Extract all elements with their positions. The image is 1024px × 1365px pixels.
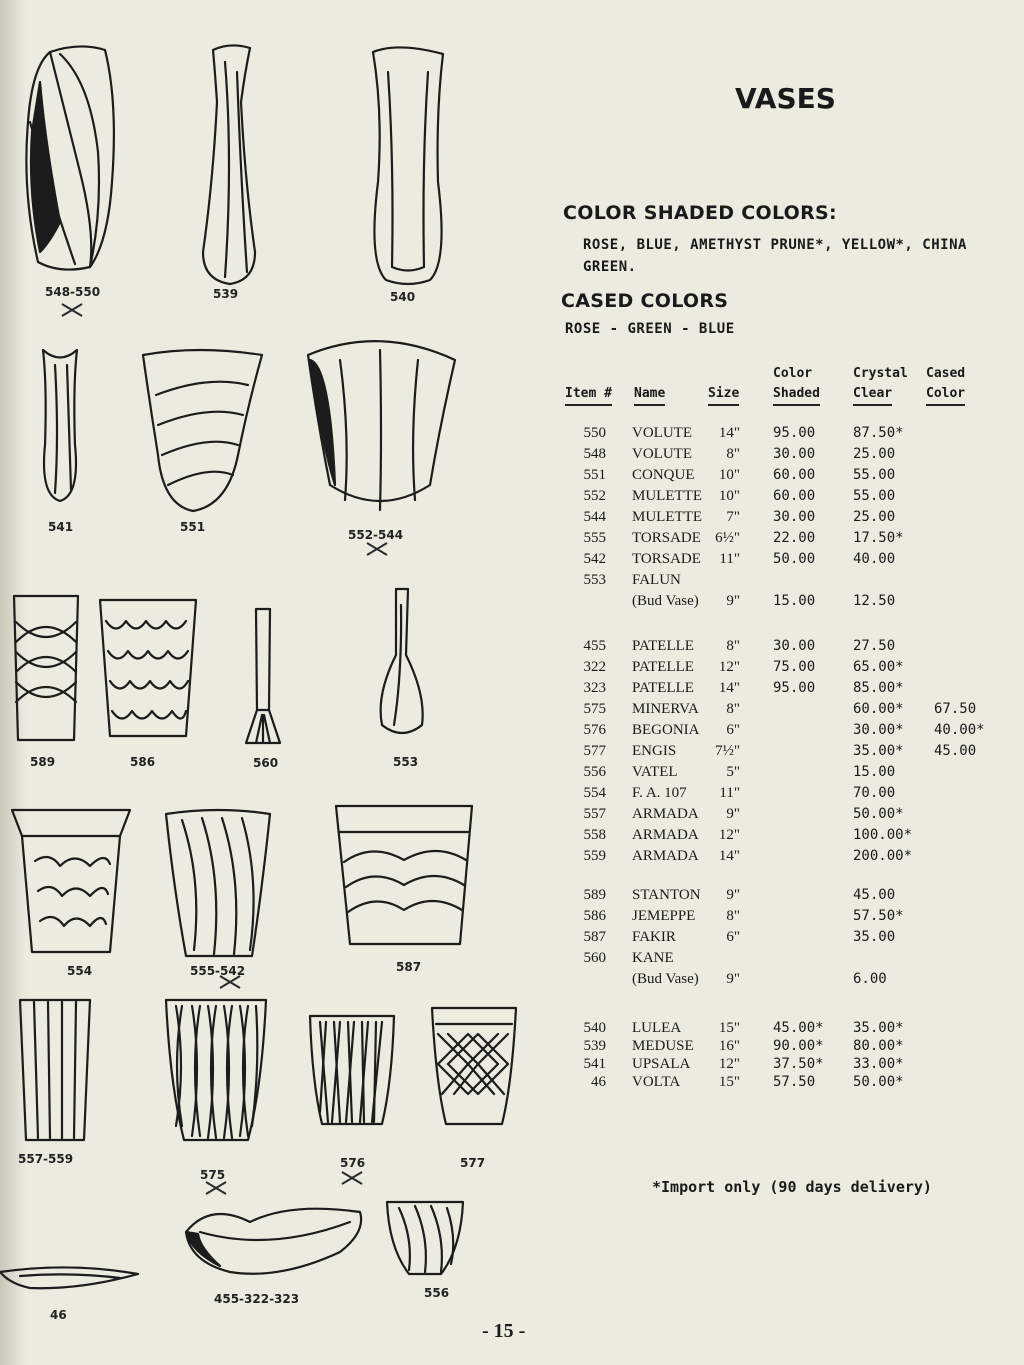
cell-name: BEGONIA xyxy=(632,722,700,738)
cell-color-shaded-price: 60.00 xyxy=(773,467,816,483)
cell-name: PATELLE xyxy=(632,659,694,675)
table-row xyxy=(570,887,1000,908)
header-cased-color: Cased Color xyxy=(926,364,965,406)
cell-size: 14" xyxy=(718,848,740,864)
table-row xyxy=(570,950,1000,971)
cell-size: 12" xyxy=(718,1056,740,1072)
cell-item: 539 xyxy=(583,1038,606,1054)
page-number: - 15 - xyxy=(482,1320,526,1342)
table-row xyxy=(570,659,1000,680)
header-item: Item # xyxy=(565,384,612,406)
cell-name: VOLUTE xyxy=(632,446,692,462)
cell-color-shaded-price: 22.00 xyxy=(773,530,816,546)
cell-name: STANTON xyxy=(632,887,701,903)
vase-548-550-illustration xyxy=(20,42,120,272)
caption-455-322-323: 455-322-323 xyxy=(214,1292,300,1306)
cell-cased-color-price: 40.00* xyxy=(934,722,985,738)
cell-name: MULETTE xyxy=(632,488,702,504)
cell-size: 9" xyxy=(726,593,740,609)
cell-item: 558 xyxy=(583,827,606,843)
table-row xyxy=(570,446,1000,467)
table-row xyxy=(570,848,1000,869)
cell-size: 7½" xyxy=(715,743,740,759)
vase-556-illustration xyxy=(385,1198,465,1278)
cell-item: 548 xyxy=(583,446,606,462)
caption-556: 556 xyxy=(424,1286,450,1300)
cell-name: MINERVA xyxy=(632,701,699,717)
cell-size: 6½" xyxy=(715,530,740,546)
cell-size: 6" xyxy=(726,722,740,738)
cell-size: 7" xyxy=(726,509,740,525)
caption-577: 577 xyxy=(460,1156,486,1170)
cell-color-shaded-price: 95.00 xyxy=(773,680,816,696)
cell-size: 11" xyxy=(719,551,740,567)
cell-name: TORSADE xyxy=(632,551,701,567)
caption-560: 560 xyxy=(253,756,279,770)
table-row xyxy=(570,488,1000,509)
cell-name: PATELLE xyxy=(632,680,694,696)
cell-item: 557 xyxy=(583,806,606,822)
table-row xyxy=(570,908,1000,929)
caption-575: 575 xyxy=(200,1168,226,1182)
vase-554-illustration xyxy=(10,806,132,956)
cell-crystal-clear-price: 45.00 xyxy=(853,887,896,903)
cell-name: MEDUSE xyxy=(632,1038,694,1054)
caption-553: 553 xyxy=(393,755,419,769)
cell-crystal-clear-price: 200.00* xyxy=(853,848,913,864)
cross-mark xyxy=(365,541,389,557)
caption-552-544: 552-544 xyxy=(348,528,404,542)
cell-color-shaded-price: 95.00 xyxy=(773,425,816,441)
cell-size: 8" xyxy=(726,908,740,924)
cell-size: 10" xyxy=(718,488,740,504)
cell-name: MULETTE xyxy=(632,509,702,525)
table-row xyxy=(570,1074,1000,1095)
caption-576: 576 xyxy=(340,1156,366,1170)
cell-item: 550 xyxy=(583,425,606,441)
shaded-colors-line-2: GREEN. xyxy=(583,259,637,275)
shaded-colors-line-1: ROSE, BLUE, AMETHYST PRUNE*, YELLOW*, CHINA xyxy=(583,237,967,253)
cell-item: 586 xyxy=(583,908,606,924)
vase-575-illustration xyxy=(162,996,270,1144)
vase-586-illustration xyxy=(96,596,200,740)
header-size: Size xyxy=(708,384,739,406)
shaded-colors-heading: COLOR SHADED COLORS: xyxy=(563,202,837,224)
cell-item: 323 xyxy=(583,680,606,696)
page-title: VASES xyxy=(735,82,836,115)
cell-size: 12" xyxy=(718,659,740,675)
table-row xyxy=(570,509,1000,530)
cell-name: PATELLE xyxy=(632,638,694,654)
cell-crystal-clear-price: 57.50* xyxy=(853,908,904,924)
cell-color-shaded-price: 50.00 xyxy=(773,551,816,567)
cell-item: 553 xyxy=(583,572,606,588)
vase-576-illustration xyxy=(306,1012,398,1128)
vase-555-542-illustration xyxy=(162,810,274,960)
vase-539-illustration xyxy=(195,42,265,287)
cell-item: 589 xyxy=(583,887,606,903)
caption-539: 539 xyxy=(213,287,239,301)
table-row xyxy=(570,551,1000,572)
table-row xyxy=(570,593,1000,614)
cell-item: 455 xyxy=(583,638,606,654)
table-row xyxy=(570,722,1000,743)
cell-name: F. A. 107 xyxy=(632,785,687,801)
cell-name: KANE xyxy=(632,950,674,966)
cell-crystal-clear-price: 15.00 xyxy=(853,764,896,780)
cell-color-shaded-price: 75.00 xyxy=(773,659,816,675)
vase-455-322-323-illustration xyxy=(180,1192,370,1284)
cell-cased-color-price: 45.00 xyxy=(934,743,977,759)
cell-name: (Bud Vase) xyxy=(632,971,699,987)
cell-size: 9" xyxy=(726,971,740,987)
cell-name: CONQUE xyxy=(632,467,695,483)
caption-540: 540 xyxy=(390,290,416,304)
cell-name: UPSALA xyxy=(632,1056,691,1072)
cell-size: 15" xyxy=(718,1020,740,1036)
cell-item: 575 xyxy=(583,701,606,717)
cell-name: FALUN xyxy=(632,572,681,588)
cell-color-shaded-price: 37.50* xyxy=(773,1056,824,1072)
vase-587-illustration xyxy=(332,802,476,948)
cross-mark xyxy=(218,974,242,990)
vase-552-544-illustration xyxy=(300,335,460,515)
cell-item: 46 xyxy=(591,1074,606,1090)
cell-size: 14" xyxy=(718,680,740,696)
table-row xyxy=(570,806,1000,827)
cell-item: 556 xyxy=(583,764,606,780)
cell-color-shaded-price: 30.00 xyxy=(773,638,816,654)
vase-577-illustration xyxy=(428,1004,520,1128)
vase-553-illustration xyxy=(372,585,430,740)
caption-541: 541 xyxy=(48,520,74,534)
cell-crystal-clear-price: 85.00* xyxy=(853,680,904,696)
cell-crystal-clear-price: 12.50 xyxy=(853,593,896,609)
cell-crystal-clear-price: 33.00* xyxy=(853,1056,904,1072)
cell-crystal-clear-price: 65.00* xyxy=(853,659,904,675)
cell-crystal-clear-price: 50.00* xyxy=(853,806,904,822)
cell-size: 14" xyxy=(718,425,740,441)
caption-551: 551 xyxy=(180,520,206,534)
header-crystal-clear: Crystal Clear xyxy=(853,364,908,406)
table-row xyxy=(570,743,1000,764)
table-row xyxy=(570,680,1000,701)
cell-crystal-clear-price: 50.00* xyxy=(853,1074,904,1090)
caption-554: 554 xyxy=(67,964,93,978)
cell-crystal-clear-price: 30.00* xyxy=(853,722,904,738)
table-row xyxy=(570,785,1000,806)
cell-item: 587 xyxy=(583,929,606,945)
caption-587: 587 xyxy=(396,960,422,974)
cell-item: 542 xyxy=(583,551,606,567)
table-row xyxy=(570,701,1000,722)
cell-item: 540 xyxy=(583,1020,606,1036)
cell-size: 12" xyxy=(718,827,740,843)
caption-557-559: 557-559 xyxy=(18,1152,74,1166)
cell-crystal-clear-price: 27.50 xyxy=(853,638,896,654)
cell-item: 554 xyxy=(583,785,606,801)
vase-589-illustration xyxy=(10,592,82,744)
header-color-shaded: Color Shaded xyxy=(773,364,820,406)
cell-name: VOLUTE xyxy=(632,425,692,441)
cell-color-shaded-price: 30.00 xyxy=(773,446,816,462)
table-row xyxy=(570,530,1000,551)
cell-name: VATEL xyxy=(632,764,678,780)
cell-crystal-clear-price: 40.00 xyxy=(853,551,896,567)
cell-item: 541 xyxy=(583,1056,606,1072)
cell-color-shaded-price: 45.00* xyxy=(773,1020,824,1036)
vase-560-illustration xyxy=(242,605,284,747)
vase-551-illustration xyxy=(138,345,266,515)
cell-crystal-clear-price: 70.00 xyxy=(853,785,896,801)
footnote: *Import only (90 days delivery) xyxy=(652,1178,932,1196)
table-row xyxy=(570,572,1000,593)
cell-crystal-clear-price: 80.00* xyxy=(853,1038,904,1054)
cell-item: 576 xyxy=(583,722,606,738)
cell-crystal-clear-price: 60.00* xyxy=(853,701,904,717)
cell-name: FAKIR xyxy=(632,929,676,945)
caption-548-550: 548-550 xyxy=(45,285,101,299)
cell-size: 15" xyxy=(718,1074,740,1090)
cell-name: VOLTA xyxy=(632,1074,681,1090)
cell-name: ARMADA xyxy=(632,848,699,864)
cross-mark xyxy=(340,1170,364,1186)
cell-crystal-clear-price: 100.00* xyxy=(853,827,913,843)
vase-46-illustration xyxy=(0,1262,140,1292)
table-row xyxy=(570,425,1000,446)
cell-crystal-clear-price: 35.00* xyxy=(853,1020,904,1036)
table-row xyxy=(570,971,1000,992)
cell-name: ENGIS xyxy=(632,743,677,759)
cell-name: ARMADA xyxy=(632,806,699,822)
cell-item: 559 xyxy=(583,848,606,864)
cell-size: 16" xyxy=(718,1038,740,1054)
vase-540-illustration xyxy=(358,42,458,287)
cell-item: 551 xyxy=(583,467,606,483)
cell-size: 8" xyxy=(726,446,740,462)
vase-541-illustration xyxy=(35,345,85,505)
cell-item: 577 xyxy=(583,743,606,759)
cell-size: 9" xyxy=(726,806,740,822)
cased-colors-line: ROSE - GREEN - BLUE xyxy=(565,321,735,337)
cell-crystal-clear-price: 6.00 xyxy=(853,971,887,987)
caption-555-542: 555-542 xyxy=(190,964,246,978)
table-row xyxy=(570,467,1000,488)
cell-size: 6" xyxy=(726,929,740,945)
cell-cased-color-price: 67.50 xyxy=(934,701,977,717)
cell-color-shaded-price: 30.00 xyxy=(773,509,816,525)
cell-crystal-clear-price: 25.00 xyxy=(853,446,896,462)
table-row xyxy=(570,764,1000,785)
cell-crystal-clear-price: 35.00* xyxy=(853,743,904,759)
caption-46: 46 xyxy=(50,1308,67,1322)
table-row xyxy=(570,929,1000,950)
table-row xyxy=(570,827,1000,848)
table-row xyxy=(570,638,1000,659)
cell-crystal-clear-price: 17.50* xyxy=(853,530,904,546)
cell-crystal-clear-price: 55.00 xyxy=(853,467,896,483)
cross-mark xyxy=(60,302,84,318)
cell-color-shaded-price: 57.50 xyxy=(773,1074,816,1090)
cell-name: (Bud Vase) xyxy=(632,593,699,609)
cell-name: JEMEPPE xyxy=(632,908,696,924)
cell-size: 11" xyxy=(719,785,740,801)
caption-589: 589 xyxy=(30,755,56,769)
cell-size: 5" xyxy=(726,764,740,780)
cell-item: 544 xyxy=(583,509,606,525)
cell-name: ARMADA xyxy=(632,827,699,843)
cell-item: 555 xyxy=(583,530,606,546)
cell-color-shaded-price: 15.00 xyxy=(773,593,816,609)
caption-586: 586 xyxy=(130,755,156,769)
vase-557-559-illustration xyxy=(18,996,92,1144)
cell-color-shaded-price: 60.00 xyxy=(773,488,816,504)
cell-crystal-clear-price: 35.00 xyxy=(853,929,896,945)
cell-name: TORSADE xyxy=(632,530,701,546)
cell-crystal-clear-price: 25.00 xyxy=(853,509,896,525)
cell-crystal-clear-price: 55.00 xyxy=(853,488,896,504)
cell-name: LULEA xyxy=(632,1020,682,1036)
cell-crystal-clear-price: 87.50* xyxy=(853,425,904,441)
cell-item: 322 xyxy=(583,659,606,675)
cell-item: 560 xyxy=(583,950,606,966)
header-name: Name xyxy=(634,384,665,406)
cell-size: 9" xyxy=(726,887,740,903)
cell-size: 8" xyxy=(726,701,740,717)
cell-item: 552 xyxy=(583,488,606,504)
cased-colors-heading: CASED COLORS xyxy=(561,290,729,312)
cell-color-shaded-price: 90.00* xyxy=(773,1038,824,1054)
cell-size: 10" xyxy=(718,467,740,483)
cell-size: 8" xyxy=(726,638,740,654)
